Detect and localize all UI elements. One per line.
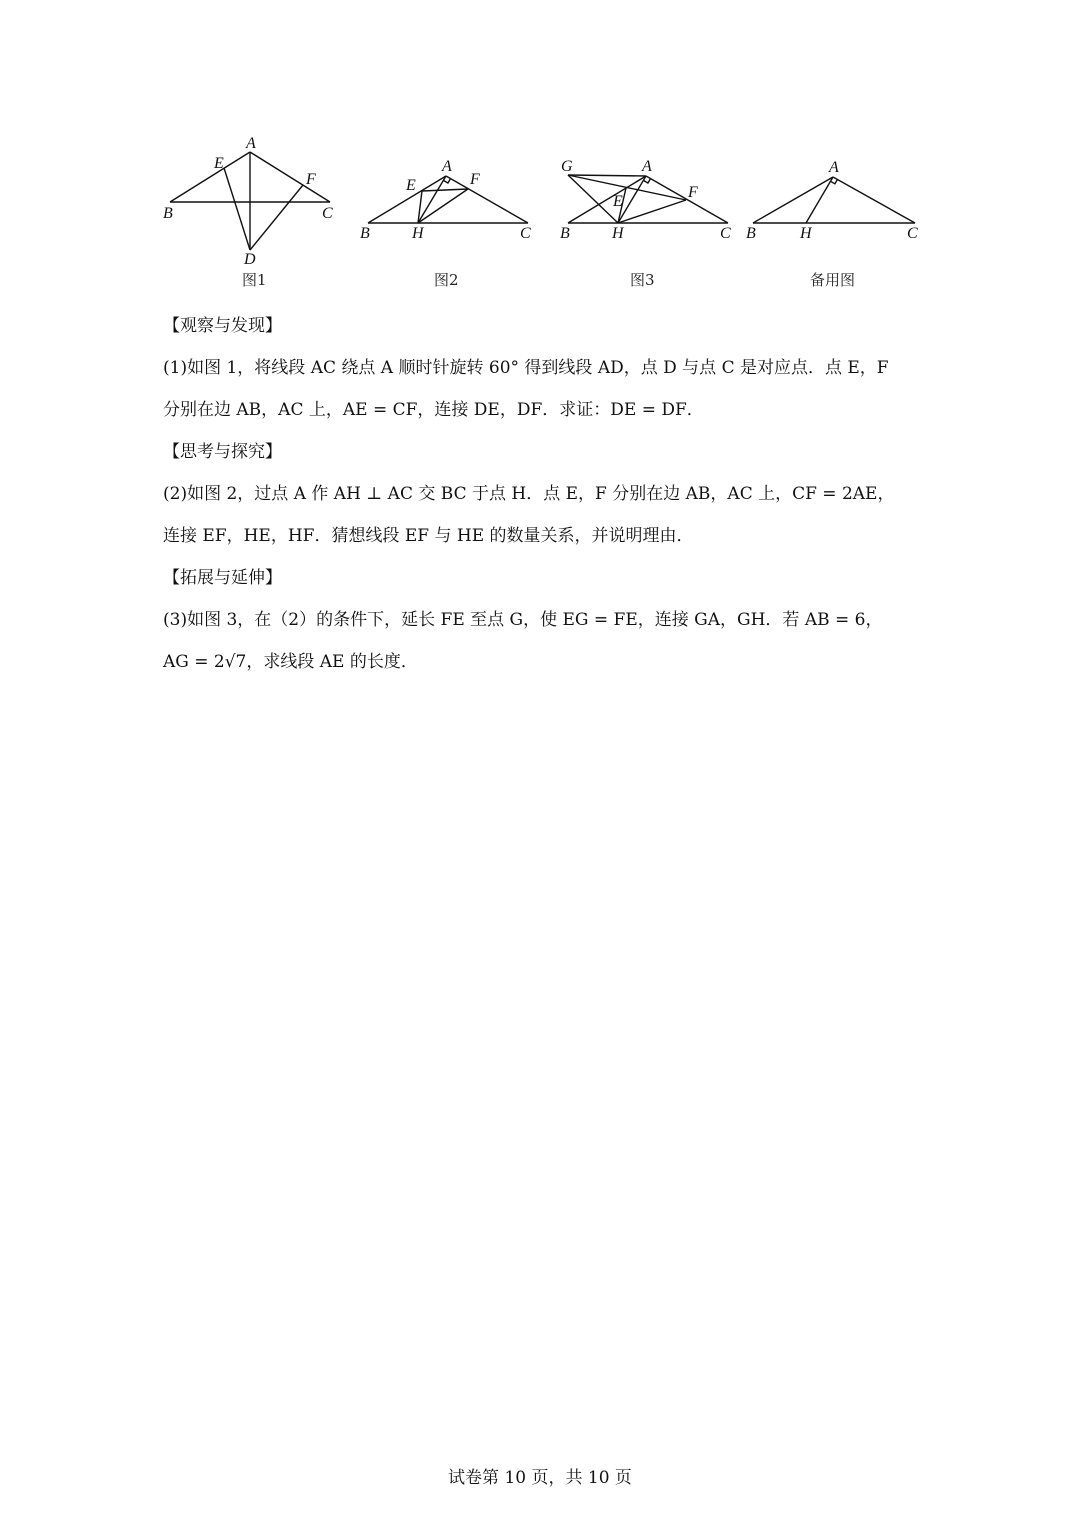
fig2-caption: 图2 <box>434 271 459 289</box>
question-1-line-2: 分别在边 AB，AC 上，AE = CF，连接 DE，DF．求证：DE = DF． <box>163 400 704 420</box>
fig4-label-B: B <box>746 225 756 242</box>
fig3-label-B: B <box>560 225 570 242</box>
figure-2 <box>360 158 531 289</box>
fig4-caption: 备用图 <box>810 271 856 289</box>
fig2-segment-EF <box>422 189 468 191</box>
fig3-label-H: H <box>612 225 624 242</box>
fig4-label-C: C <box>907 225 918 242</box>
section-heading-observe: 【观察与发现】 <box>163 316 282 336</box>
fig4-label-A: A <box>829 159 839 176</box>
section-heading-think: 【思考与探究】 <box>163 442 282 462</box>
fig2-label-C: C <box>520 225 531 242</box>
fig4-segment-BA <box>753 177 833 223</box>
fig1-label-C: C <box>322 205 333 222</box>
question-3-line-1: (3)如图 3，在（2）的条件下，延长 FE 至点 G，使 EG = FE，连接 GA，GH．若 AB = 6， <box>163 610 883 630</box>
fig2-label-A: A <box>442 158 452 175</box>
fig1-segment-ED <box>224 168 250 250</box>
fig1-label-F: F <box>306 171 316 188</box>
figure-3 <box>560 158 731 289</box>
fig2-label-H: H <box>412 225 424 242</box>
fig3-label-E: E <box>613 193 623 210</box>
section-heading-extend: 【拓展与延伸】 <box>163 568 282 588</box>
fig3-label-A: A <box>642 158 652 175</box>
fig1-segment-BA <box>170 152 250 202</box>
fig1-label-D: D <box>244 251 256 268</box>
geometry-figures <box>150 130 940 300</box>
fig1-label-B: B <box>163 205 173 222</box>
figure-spare <box>746 159 918 289</box>
fig4-segment-AC <box>833 177 915 223</box>
fig3-segment-GH <box>568 175 618 223</box>
fig2-label-E: E <box>406 177 416 194</box>
fig3-label-F: F <box>688 184 698 201</box>
problem-text <box>163 305 933 683</box>
fig4-segment-AH <box>806 177 833 223</box>
fig2-label-F: F <box>470 171 480 188</box>
fig2-segment-HF <box>418 189 468 223</box>
fig3-segment-AC <box>646 176 728 223</box>
question-2-line-2: 连接 EF，HE，HF．猜想线段 EF 与 HE 的数量关系，并说明理由． <box>163 526 694 546</box>
fig3-label-C: C <box>720 225 731 242</box>
fig1-label-E: E <box>214 155 224 172</box>
fig1-caption: 图1 <box>242 271 267 289</box>
fig2-segment-AC <box>446 176 528 223</box>
figures-row <box>150 130 940 300</box>
question-3-line-2: AG = 2√7，求线段 AE 的长度． <box>163 652 418 672</box>
fig3-segment-GA <box>568 175 646 176</box>
question-2-line-1: (2)如图 2，过点 A 作 AH ⊥ AC 交 BC 于点 H．点 E，F 分别在边 AB，AC 上，CF = 2AE， <box>163 484 895 504</box>
fig1-label-A: A <box>246 135 256 152</box>
fig2-label-B: B <box>360 225 370 242</box>
fig2-segment-AH <box>418 176 446 223</box>
figure-1 <box>163 135 333 289</box>
fig3-label-G: G <box>561 158 573 175</box>
fig1-segment-FD <box>250 185 303 250</box>
fig3-segment-GF <box>568 175 686 200</box>
fig1-segment-AC <box>250 152 330 202</box>
question-1-line-1: (1)如图 1，将线段 AC 绕点 A 顺时针旋转 60° 得到线段 AD，点 D 与点 C 是对应点．点 E，F <box>163 358 889 378</box>
fig3-segment-HF <box>618 200 686 223</box>
fig4-label-H: H <box>800 225 812 242</box>
fig3-caption: 图3 <box>630 271 655 289</box>
page-footer: 试卷第 10 页，共 10 页 <box>448 1468 632 1488</box>
